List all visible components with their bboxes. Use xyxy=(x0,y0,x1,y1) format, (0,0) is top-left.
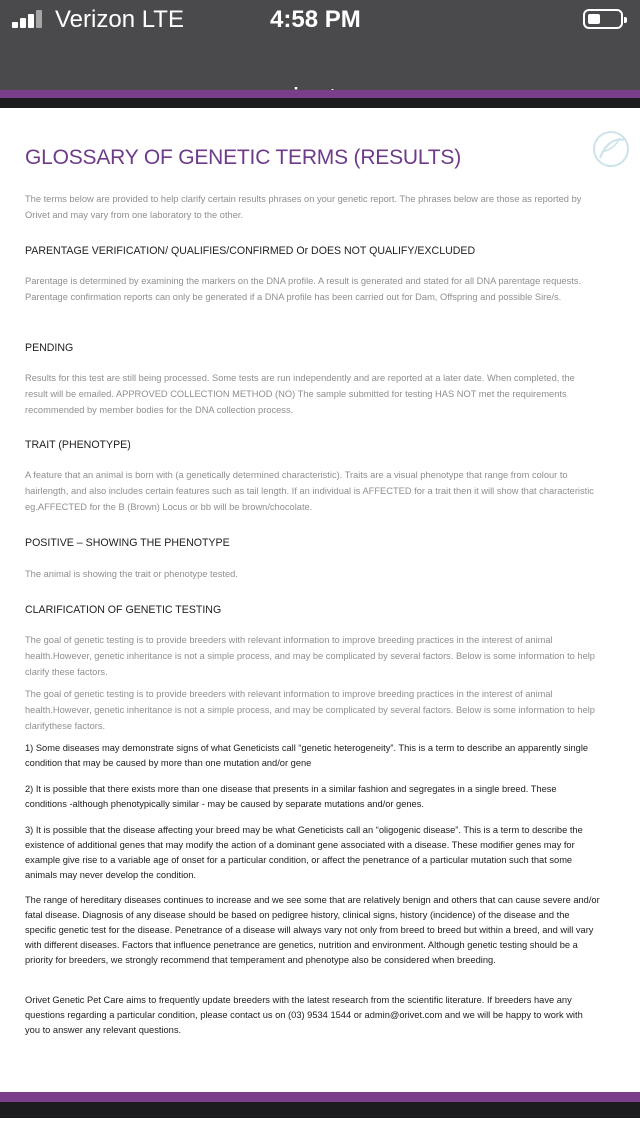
footer-space xyxy=(0,1118,640,1136)
section-heading-parentage: PARENTAGE VERIFICATION/ QUALIFIES/CONFIRMED Or DOES NOT QUALIFY/EXCLUDED xyxy=(25,245,476,257)
contact-paragraph: Orivet Genetic Pet Care aims to frequently update breeders with the latest research from the scientific literature. If breeders have any questions regarding a particular condition, please contact us on (03) 9534 1544 or admin@orivet.com and we will be happy to work with you to answer any relevant questions. xyxy=(25,995,583,1035)
footer-divider xyxy=(0,1102,640,1118)
section-heading-clarification: CLARIFICATION OF GENETIC TESTING xyxy=(25,604,222,616)
point-3: 3) It is possible that the disease affecting your breed may be what Geneticists call an “oligogenic disease”. This is a term to describe the existence of additional genes that may modify the action of a dominant gene associated with a disease. These modifier genes may for example give rise to a variable age of onset for a particular condition, or affect the penetrance of a particular mutation such that some animals may never develop the condition. xyxy=(25,825,583,880)
browser-chrome xyxy=(0,0,640,90)
header-divider xyxy=(0,98,640,108)
header-accent-bar xyxy=(0,90,640,98)
signal-strength-icon xyxy=(12,10,48,28)
section-body-clarification-repeat: The goal of genetic testing is to provide breeders with relevant information to improve breeding practices in the interest of animal health.However, genetic inheritance is not a simple process, and may be complicated by several factors. Below is some information to help clarifythese factors. xyxy=(25,689,595,731)
section-body-positive: The animal is showing the trait or phenotype tested. xyxy=(25,569,238,579)
hereditary-paragraph: The range of hereditary diseases continues to increase and we see some that are relatively benign and others that can cause severe and/or fatal disease. Diagnosis of any disease should be based on pedigree history, clinical signs, history (incidence) of the disease and the specific genetic test for the disease. Penetrance of a disease will always vary not only from breed to breed but within a breed, and will vary with different diseases. Factors that influence penetrance are genetics, nutrition and environment. Although genetic testing should be a priority for breeders, we strongly recommend that temperament and phenotype also be considered when breeding. xyxy=(25,895,600,965)
section-heading-pending: PENDING xyxy=(25,342,74,354)
address-bar[interactable] xyxy=(0,40,640,80)
section-body-parentage: Parentage is determined by examining the markers on the DNA profile. A result is generated and stated for all DNA parentage requests. Parentage confirmation reports can only be generated if a DNA profile has been carried out for Dam, Offspring and possible Sire/s. xyxy=(25,276,582,302)
point-2: 2) It is possible that there exists more than one disease that presents in a similar fashion and segregates in a single breed. These conditions -although phenotypically similar - may be caused by separate mutations and/or genes. xyxy=(25,784,557,809)
page-title: GLOSSARY OF GENETIC TERMS (RESULTS) xyxy=(25,146,462,169)
section-heading-positive: POSITIVE – SHOWING THE PHENOTYPE xyxy=(25,537,230,549)
section-body-clarification: The goal of genetic testing is to provide breeders with relevant information to improve breeding practices in the interest of animal health.However, genetic inheritance is not a simple process, and may be complicated by several factors. Below is some information to help clarify these factors. xyxy=(25,635,595,677)
orivet-logo-icon xyxy=(590,128,632,170)
status-bar xyxy=(0,0,640,40)
intro-text: The terms below are provided to help clarify certain results phrases on your genetic report. The phrases below are those as reported by Orivet and may vary from one laboratory to the other. xyxy=(25,194,582,220)
section-heading-trait: TRAIT (PHENOTYPE) xyxy=(25,439,131,451)
section-body-pending: Results for this test are still being processed. Some tests are run independently and are reported at a later date. When completed, the result will be emailed. APPROVED COLLECTION METHOD (NO) The sample submitted for testing HAS NOT met the requirements recommended by member bodies for the DNA collection process. xyxy=(25,373,575,415)
clock: 4:58 PM xyxy=(270,6,361,33)
footer-accent-bar xyxy=(0,1092,640,1102)
section-body-trait: A feature that an animal is born with (a genetically determined characteristic). Traits are a visual phenotype that range from colour to hairlength, and also includes certain features such as tail length. If an individual is AFFECTED for a trait then it will show that characteristic eg.AFFECTED for the B (Brown) Locus or bb will be brown/chocolate. xyxy=(25,470,594,512)
carrier-label: Verizon LTE xyxy=(55,6,184,33)
point-1: 1) Some diseases may demonstrate signs of what Geneticists call “genetic heterogeneity”. This is a term to describe an apparently single condition that may be caused by more than one mutation and/or gene xyxy=(25,743,589,768)
battery-icon xyxy=(583,9,623,29)
